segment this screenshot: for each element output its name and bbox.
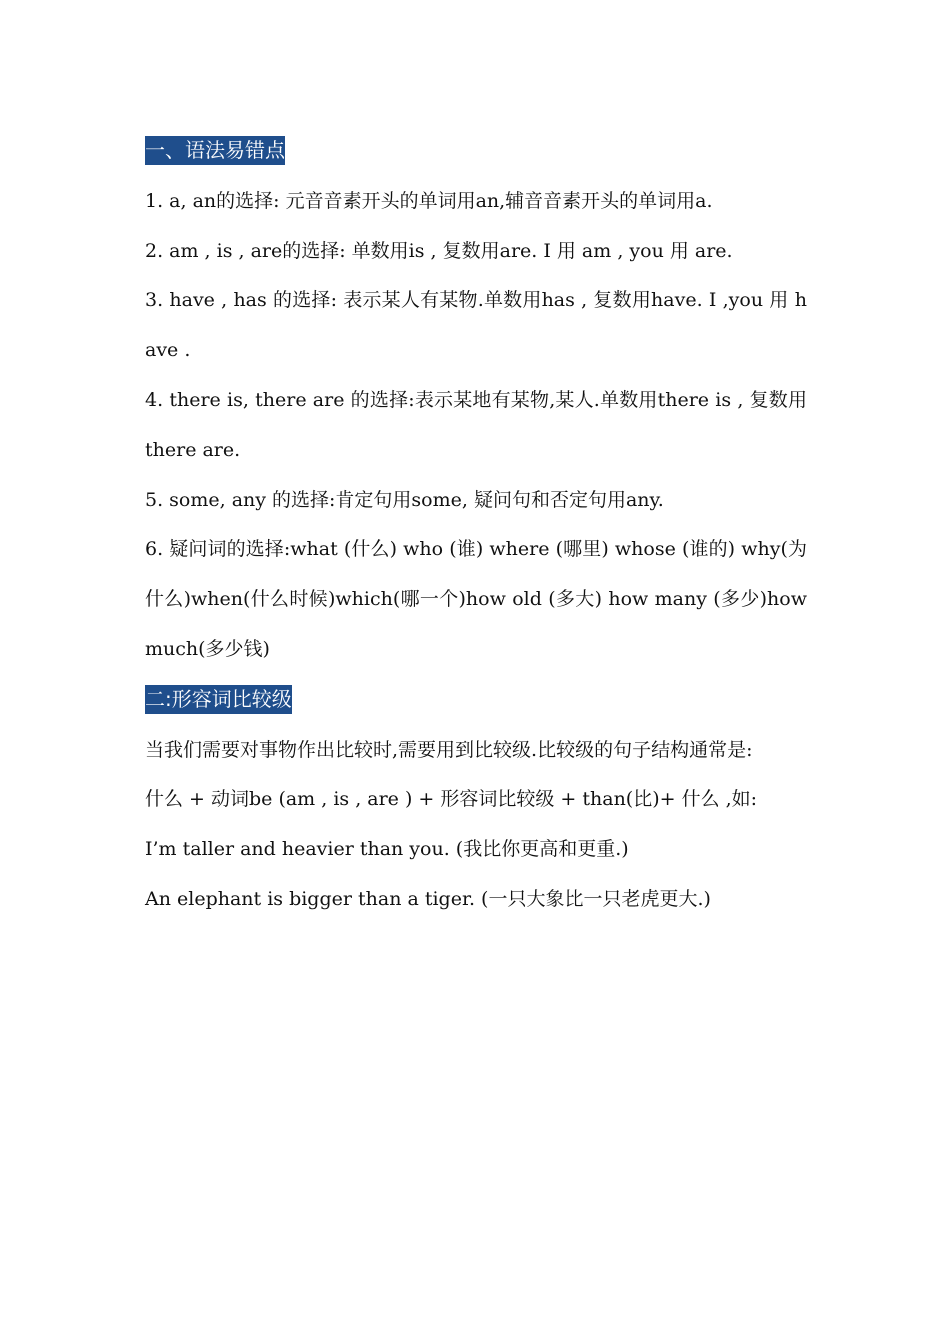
list-item: 2. am , is , are的选择: 单数用is , 复数用are. I 用 am , you 用 are. — [145, 239, 733, 262]
list-item: 1. a, an的选择: 元音音素开头的单词用an,辅音音素开头的单词用a. — [145, 189, 713, 212]
list-item: 5. some, any 的选择:肯定句用some, 疑问句和否定句用any. — [145, 488, 664, 511]
section-heading-grammar-text: 一、语法易错点 — [145, 136, 285, 165]
section-heading-grammar — [145, 126, 807, 177]
section-heading-comparative — [145, 675, 807, 726]
example-sentence-1: I’m taller and heavier than you. (我比你更高和更重.) — [145, 838, 629, 861]
section-heading-comparative-text: 二:形容词比较级 — [145, 685, 292, 714]
document-page — [145, 126, 807, 925]
list-item: 6. 疑问词的选择:what (什么) who (谁) where (哪里) whose (谁的) why(为什么)when(什么时候)which(哪一个)how old (多大) how many (多少)how much(多少钱) — [145, 538, 807, 660]
intro-paragraph: 当我们需要对事物作出比较时,需要用到比较级.比较级的句子结构通常是: — [145, 738, 753, 761]
list-item: 4. there is, there are 的选择:表示某地有某物,某人.单数用there is , 复数用there are. — [145, 388, 807, 461]
structure-paragraph: 什么 + 动词be (am , is , are ) + 形容词比较级 + than(比)+ 什么 ,如: — [145, 788, 758, 811]
list-item: 3. have , has 的选择: 表示某人有某物.单数用has , 复数用have. I ,you 用 have . — [145, 289, 807, 362]
example-sentence-2: An elephant is bigger than a tiger. (一只大象比一只老虎更大.) — [145, 887, 711, 910]
